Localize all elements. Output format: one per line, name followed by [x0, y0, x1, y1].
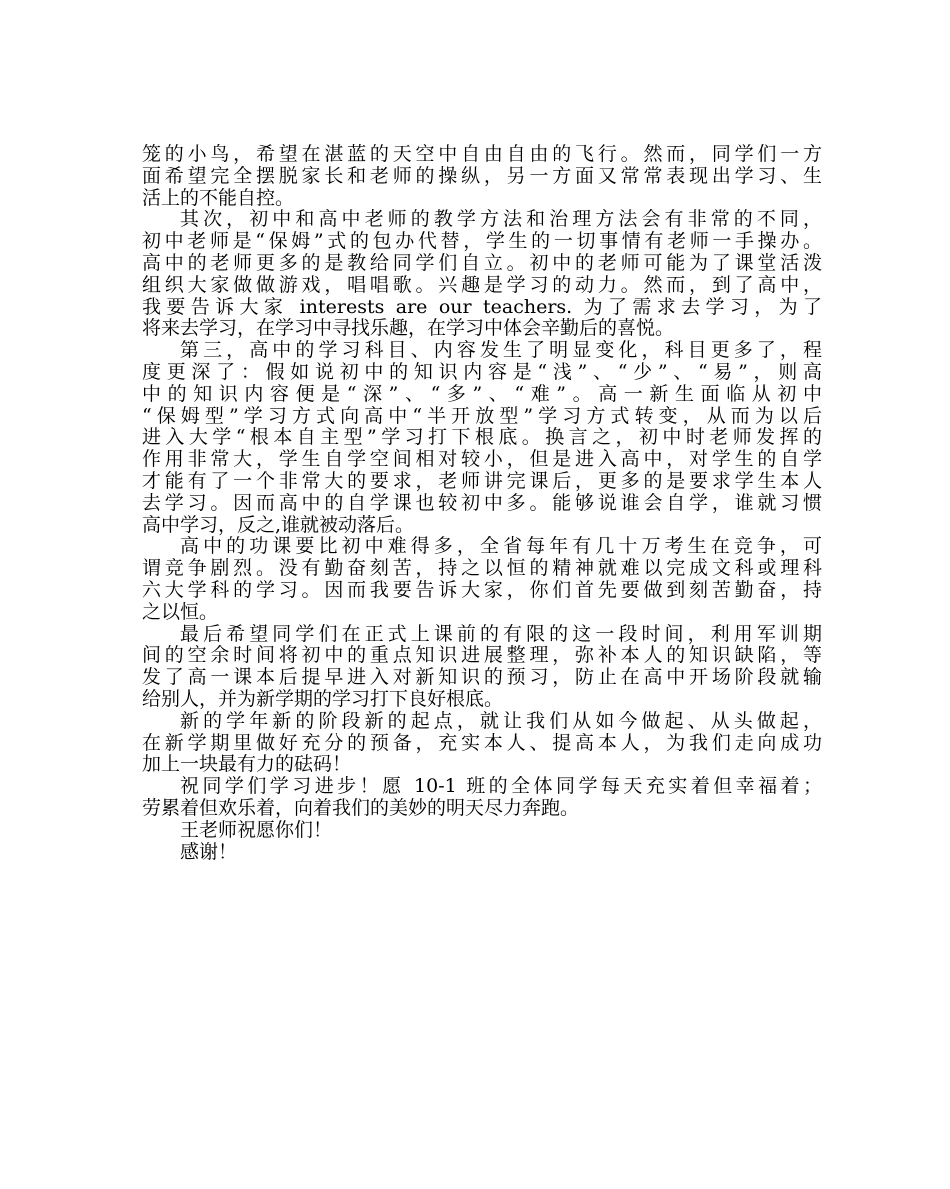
- text-line: 初中老师是“保姆”式的包办代替，学生的一切事情有老师一手操办。: [142, 231, 822, 253]
- text-line: 间的空余时间将初中的重点知识进展整理，弥补本人的知识缺陷，等: [142, 645, 822, 667]
- text-line: “保姆型”学习方式向高中“半开放型”学习方式转变，从而为以后: [142, 405, 822, 427]
- text-line: 新的学年新的阶段新的起点，就让我们从如今做起、从头做起，: [180, 710, 822, 732]
- text-line: 第三，高中的学习科目、内容发生了明显变化，科目更多了，程: [180, 340, 822, 362]
- text-line: 谓竞争剧烈。没有勤奋刻苦，持之以恒的精神就难以完成文科或理科: [142, 558, 822, 580]
- text-line: 去学习。因而高中的自学课也较初中多。能够说谁会自学，谁就习惯: [142, 492, 822, 514]
- text-line: 高中学习，反之,谁就被动落后。: [142, 513, 415, 536]
- text-line: 进入大学“根本自主型”学习打下根底。换言之，初中时老师发挥的: [142, 427, 822, 449]
- text-line: 在新学期里做好充分的预备，充实本人、提高本人，为我们走向成功: [142, 732, 822, 754]
- text-line: 将来去学习，在学习中寻找乐趣，在学习中体会辛勤后的喜悦。: [142, 317, 675, 340]
- text-line: 笼的小鸟，希望在湛蓝的天空中自由自由的飞行。然而，同学们一方: [142, 144, 822, 165]
- text-line: 度更深了：假如说初中的知识内容是“浅”、“少”、“易”，则高: [142, 361, 822, 383]
- text-line: 加上一块最有力的砝码！: [142, 753, 352, 776]
- text-line: 组织大家做做游戏，唱唱歌。兴趣是学习的动力。然而，到了高中，: [142, 274, 822, 296]
- text-line: 高中的功课要比初中难得多，全省每年有几十万考生在竞争，可: [180, 536, 822, 558]
- text-line: 六大学科的学习。因而我要告诉大家，你们首先要做到刻苦勤奋，持: [142, 579, 822, 601]
- text-line: 中的知识内容便是“深”、“多”、“难”。高一新生面临从初中: [142, 383, 822, 405]
- text-line: 发了高一课本后提早进入对新知识的预习，防止在高中开场阶段就输: [142, 667, 822, 689]
- text-line: 作用非常大，学生自学空间相对较小，但是进入高中，对学生的自学: [142, 449, 822, 471]
- text-line: 才能有了一个非常大的要求，老师讲完课后，更多的是要求学生本人: [142, 470, 822, 492]
- body-text: [142, 144, 822, 863]
- text-line: 活上的不能自控。: [142, 186, 295, 209]
- text-line: 给别人，并为新学期的学习打下良好根底。: [142, 687, 504, 710]
- text-line: 祝同学们学习进步！愿 10-1 班的全体同学每天充实着但幸福着；: [180, 776, 822, 798]
- text-line: 王老师祝愿你们！: [180, 818, 333, 841]
- text-line: 面希望完全摆脱家长和老师的操纵，另一方面又常常表现出学习、生: [142, 165, 822, 187]
- text-line: 感谢！: [180, 840, 238, 863]
- text-line: 高中的老师更多的是教给同学们自立。初中的老师可能为了课堂活泼: [142, 252, 822, 274]
- text-line: 其次，初中和高中老师的教学方法和治理方法会有非常的不同，: [180, 209, 822, 231]
- text-line: 之以恒。: [142, 600, 219, 623]
- text-line: 我要告诉大家 interests are our teachers. 为了需求去学习，为了: [142, 296, 822, 318]
- text-line: 最后希望同学们在正式上课前的有限的这一段时间，利用军训期: [180, 623, 822, 645]
- text-line: 劳累着但欢乐着，向着我们的美妙的明天尽力奔跑。: [142, 796, 580, 819]
